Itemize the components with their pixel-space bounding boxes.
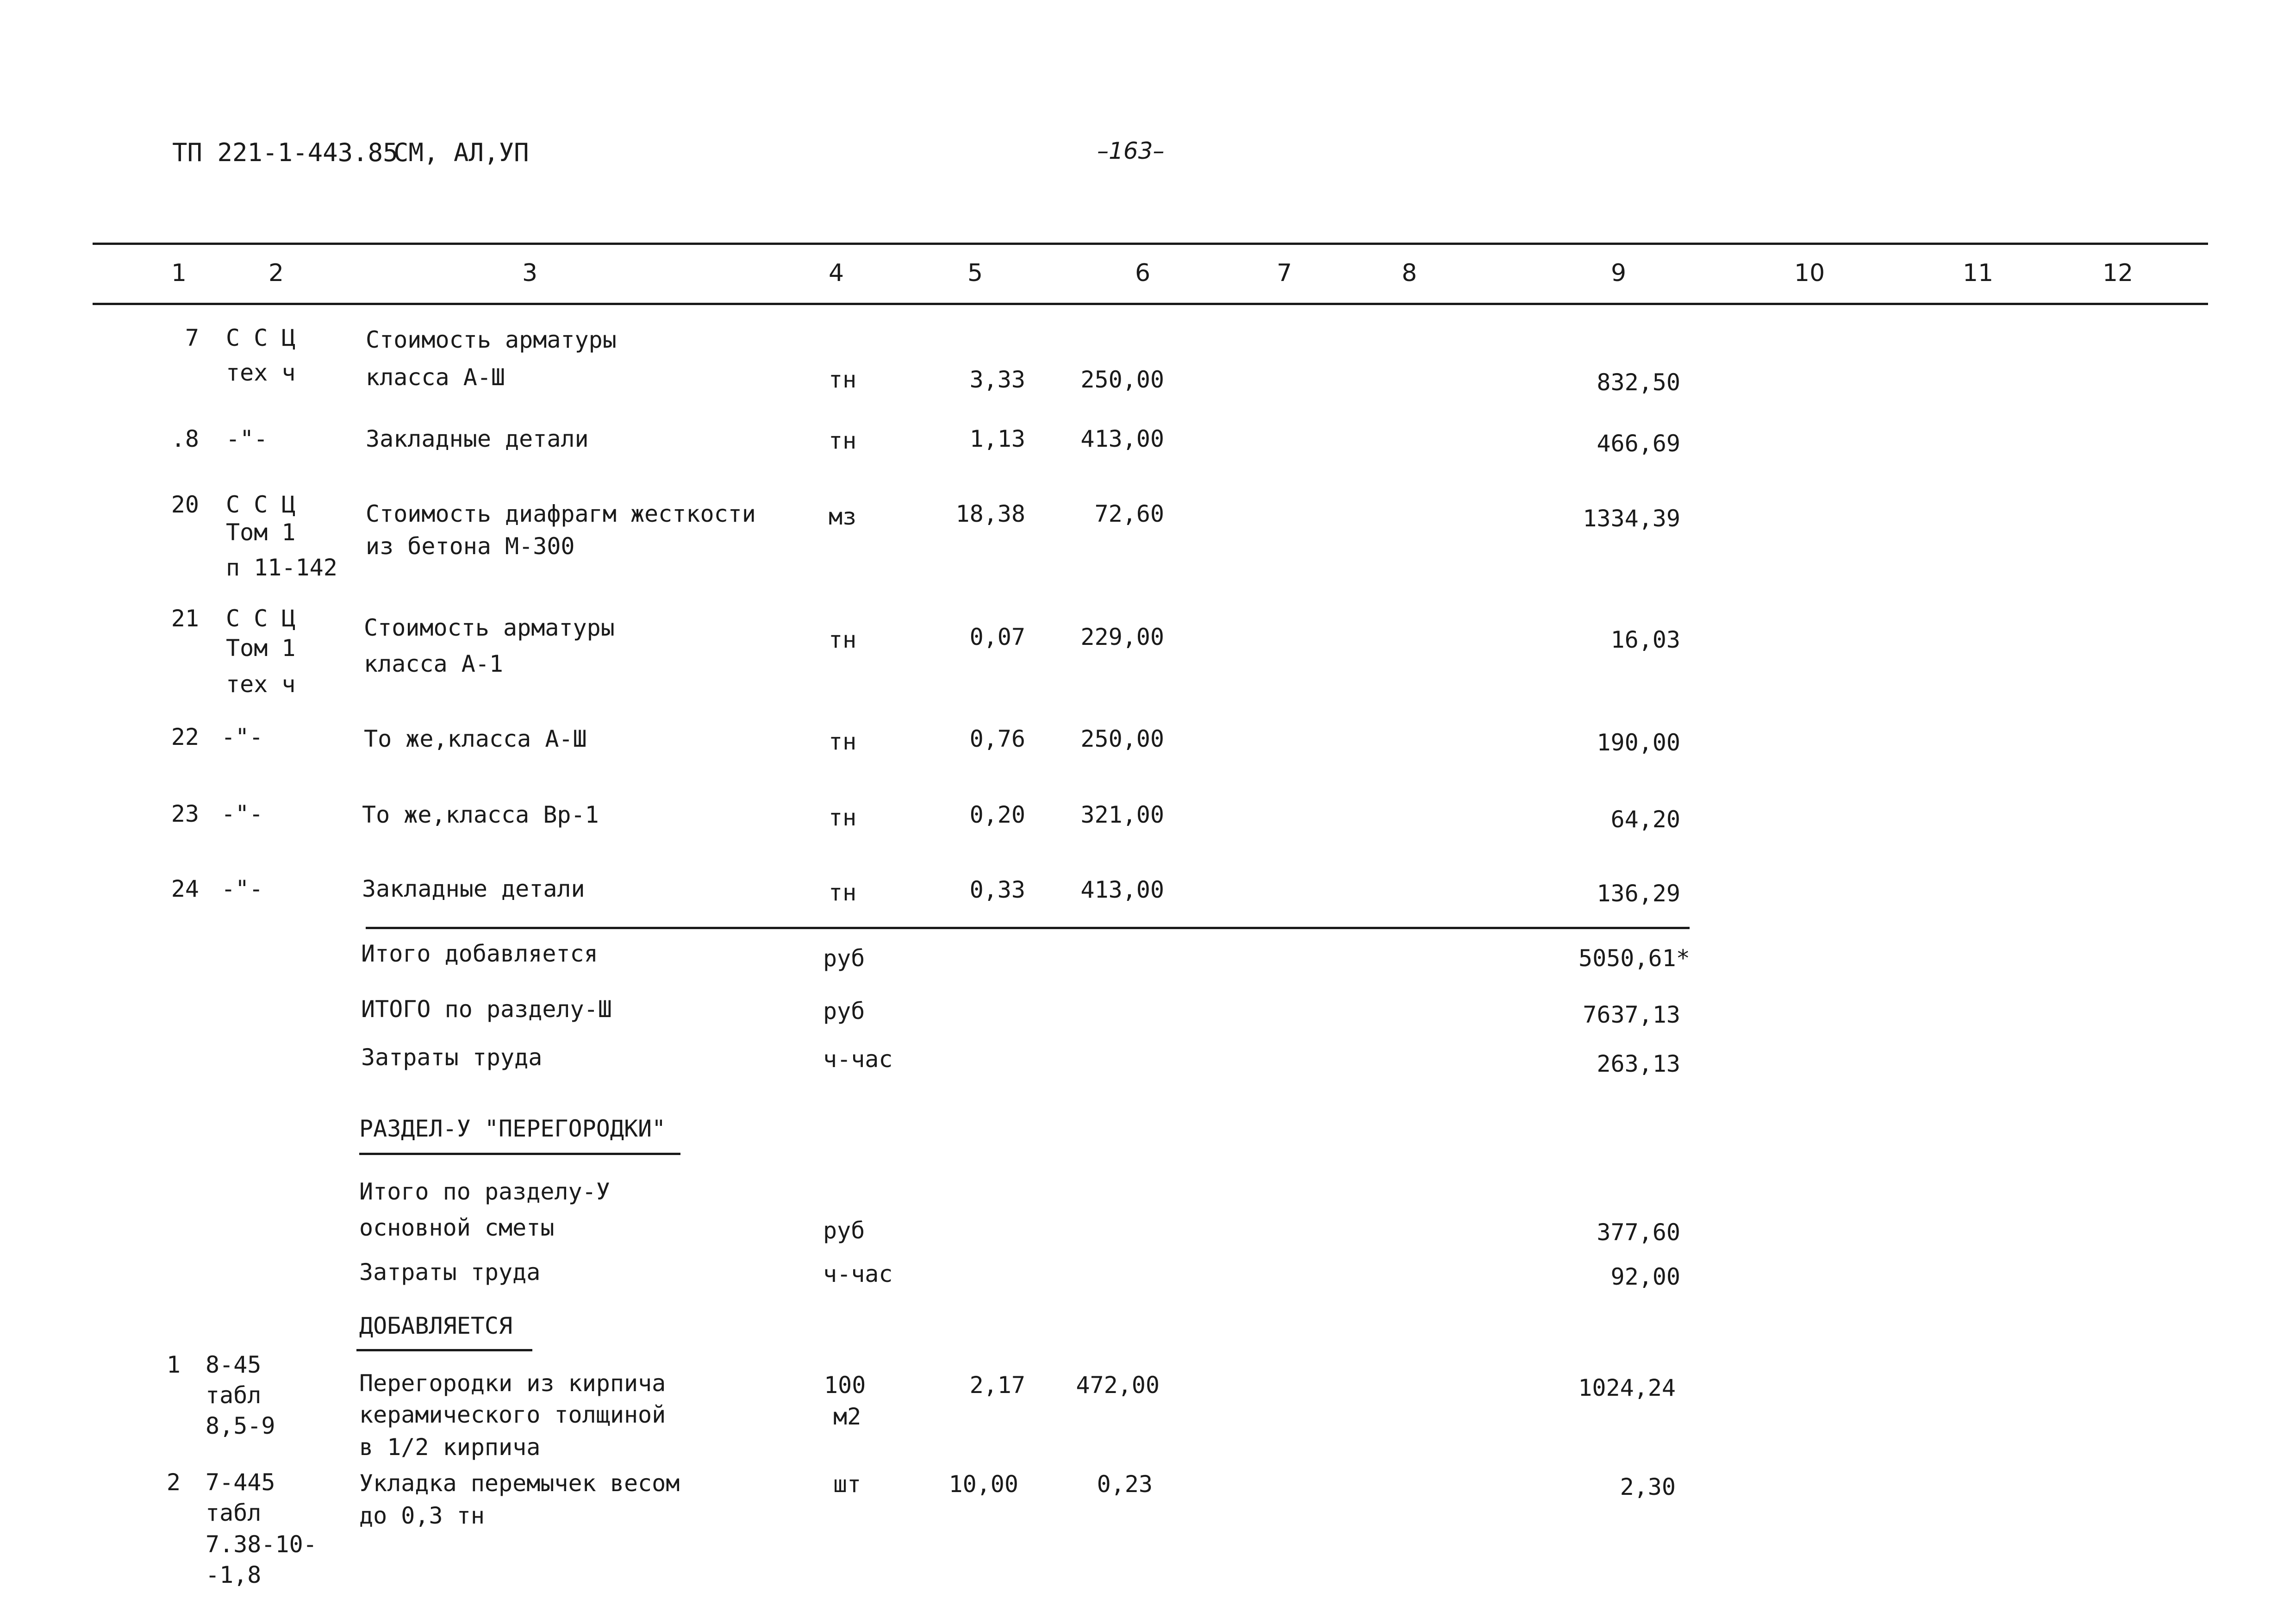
col-header-6: 6 xyxy=(1135,259,1151,287)
row-total: 16,03 xyxy=(1610,626,1680,653)
row-unit: шт xyxy=(833,1471,861,1498)
row-description: Укладка перемычек весом xyxy=(359,1470,680,1497)
row-total: 136,29 xyxy=(1597,880,1680,907)
added-heading: ДОБАВЛЯЕТСЯ xyxy=(359,1312,513,1339)
row-price: 413,00 xyxy=(1080,425,1164,452)
row-reference: тех ч xyxy=(226,359,296,386)
row-description: керамического толщиной xyxy=(359,1401,666,1428)
row-description: Стоимость арматуры xyxy=(366,326,617,353)
row-description: То же,класса Вр-1 xyxy=(362,801,599,828)
total-unit: руб xyxy=(823,945,865,972)
row-quantity: 3,33 xyxy=(969,366,1025,393)
total-label: Итого добавляется xyxy=(361,940,598,967)
col-header-1: 1 xyxy=(171,259,187,287)
row-reference: п 11-142 xyxy=(226,554,337,581)
document-code: ТП 221-1-443.85 xyxy=(172,138,398,167)
row-quantity: 1,13 xyxy=(969,425,1025,452)
col-header-8: 8 xyxy=(1402,259,1417,287)
row-number: 24 xyxy=(171,875,199,902)
row-number: 23 xyxy=(171,800,199,827)
row-unit: тн xyxy=(829,879,857,906)
row-reference: -"- xyxy=(221,875,263,902)
row-description: Стоимость диафрагм жесткости xyxy=(366,500,756,527)
total-value: 263,13 xyxy=(1597,1050,1680,1077)
labor-value: 92,00 xyxy=(1610,1263,1680,1290)
row-reference: С С Ц xyxy=(226,491,296,518)
row-description: Закладные детали xyxy=(366,425,589,452)
row-total: 832,50 xyxy=(1597,369,1680,396)
section-title-underline xyxy=(359,1153,680,1155)
row-total: 1334,39 xyxy=(1583,505,1680,532)
total-unit: ч-час xyxy=(823,1046,893,1073)
row-number: 1 xyxy=(166,1351,181,1378)
labor-unit: ч-час xyxy=(823,1261,893,1287)
labor-label: Затраты труда xyxy=(359,1259,541,1286)
col-header-5: 5 xyxy=(967,259,983,287)
row-reference: табл xyxy=(206,1499,262,1526)
row-number: 22 xyxy=(171,724,199,750)
row-total: 466,69 xyxy=(1597,430,1680,457)
row-unit: м2 xyxy=(833,1403,861,1430)
col-header-11: 11 xyxy=(1963,259,1994,287)
row-reference: табл xyxy=(206,1382,262,1409)
row-quantity: 0,20 xyxy=(969,801,1025,828)
row-reference: 8-45 xyxy=(206,1351,262,1378)
col-header-2: 2 xyxy=(268,259,284,287)
row-reference: Том 1 xyxy=(226,519,296,546)
row-unit: мз xyxy=(829,503,857,530)
row-description: в 1/2 кирпича xyxy=(359,1434,541,1461)
section-total-label: основной сметы xyxy=(359,1214,555,1241)
row-number: 20 xyxy=(171,491,199,518)
row-reference: -"- xyxy=(221,724,263,750)
col-header-10: 10 xyxy=(1794,259,1825,287)
row-description: из бетона М-300 xyxy=(366,533,575,560)
row-reference: 8,5-9 xyxy=(206,1412,275,1439)
section-total-value: 377,60 xyxy=(1597,1219,1680,1246)
row-description: То же,класса А-Ш xyxy=(364,725,587,752)
row-number: 21 xyxy=(171,605,199,632)
row-description: Стоимость арматуры xyxy=(364,614,615,641)
section-total-label: Итого по разделу-У xyxy=(359,1178,610,1205)
row-price: 0,23 xyxy=(1097,1471,1153,1498)
row-reference: 7-445 xyxy=(206,1469,275,1496)
total-label: ИТОГО по разделу-Ш xyxy=(361,996,612,1023)
row-price: 250,00 xyxy=(1080,725,1164,752)
row-quantity: 10,00 xyxy=(948,1471,1018,1498)
row-quantity: 2,17 xyxy=(969,1372,1025,1399)
row-unit: 100 xyxy=(824,1372,866,1399)
row-description: Перегородки из кирпича xyxy=(359,1370,666,1397)
added-heading-underline xyxy=(356,1349,532,1351)
row-unit: тн xyxy=(829,626,857,653)
row-price: 321,00 xyxy=(1080,801,1164,828)
row-reference: тех ч xyxy=(226,671,296,698)
row-reference: -"- xyxy=(221,800,263,827)
row-quantity: 0,76 xyxy=(969,725,1025,752)
row-price: 229,00 xyxy=(1080,624,1164,650)
header-bottom-rule xyxy=(93,303,2208,305)
totals-separator xyxy=(366,927,1690,929)
row-total: 2,30 xyxy=(1620,1474,1676,1500)
row-number: 7 xyxy=(185,325,199,351)
col-header-7: 7 xyxy=(1277,259,1292,287)
row-price: 250,00 xyxy=(1080,366,1164,393)
section-title: РАЗДЕЛ-У "ПЕРЕГОРОДКИ" xyxy=(359,1115,666,1142)
row-total: 1024,24 xyxy=(1578,1374,1676,1401)
row-quantity: 18,38 xyxy=(955,500,1025,527)
total-value: 7637,13 xyxy=(1583,1001,1680,1028)
row-price: 472,00 xyxy=(1076,1372,1160,1399)
row-quantity: 0,07 xyxy=(969,624,1025,650)
row-reference: Том 1 xyxy=(226,635,296,662)
row-description: класса А-1 xyxy=(364,650,504,677)
page-number: –163– xyxy=(1097,137,1165,164)
row-description: класса А-Ш xyxy=(366,364,505,391)
row-description: Закладные детали xyxy=(362,875,585,902)
row-reference: С С Ц xyxy=(226,605,296,632)
row-unit: тн xyxy=(829,728,857,755)
row-unit: тн xyxy=(829,427,857,454)
col-header-3: 3 xyxy=(522,259,538,287)
row-price: 413,00 xyxy=(1080,876,1164,903)
document-suffix: СМ, АЛ,УП xyxy=(393,138,529,167)
col-header-12: 12 xyxy=(2103,259,2134,287)
row-reference: -"- xyxy=(226,425,268,452)
row-reference: 7.38-10- xyxy=(206,1531,317,1558)
col-header-4: 4 xyxy=(829,259,844,287)
row-quantity: 0,33 xyxy=(969,876,1025,903)
row-total: 190,00 xyxy=(1597,729,1680,756)
row-total: 64,20 xyxy=(1610,806,1680,833)
section-total-unit: руб xyxy=(823,1217,865,1244)
row-price: 72,60 xyxy=(1094,500,1164,527)
total-label: Затраты труда xyxy=(361,1044,543,1071)
row-number: .8 xyxy=(171,425,199,452)
col-header-9: 9 xyxy=(1611,259,1627,287)
total-unit: руб xyxy=(823,998,865,1024)
row-unit: тн xyxy=(829,366,857,393)
total-value: 5050,61* xyxy=(1578,945,1690,972)
row-number: 2 xyxy=(166,1469,181,1496)
row-description: до 0,3 тн xyxy=(359,1502,485,1529)
header-top-rule xyxy=(93,243,2208,245)
row-unit: тн xyxy=(829,804,857,831)
row-reference: С С Ц xyxy=(226,325,296,351)
row-reference: -1,8 xyxy=(206,1562,262,1588)
